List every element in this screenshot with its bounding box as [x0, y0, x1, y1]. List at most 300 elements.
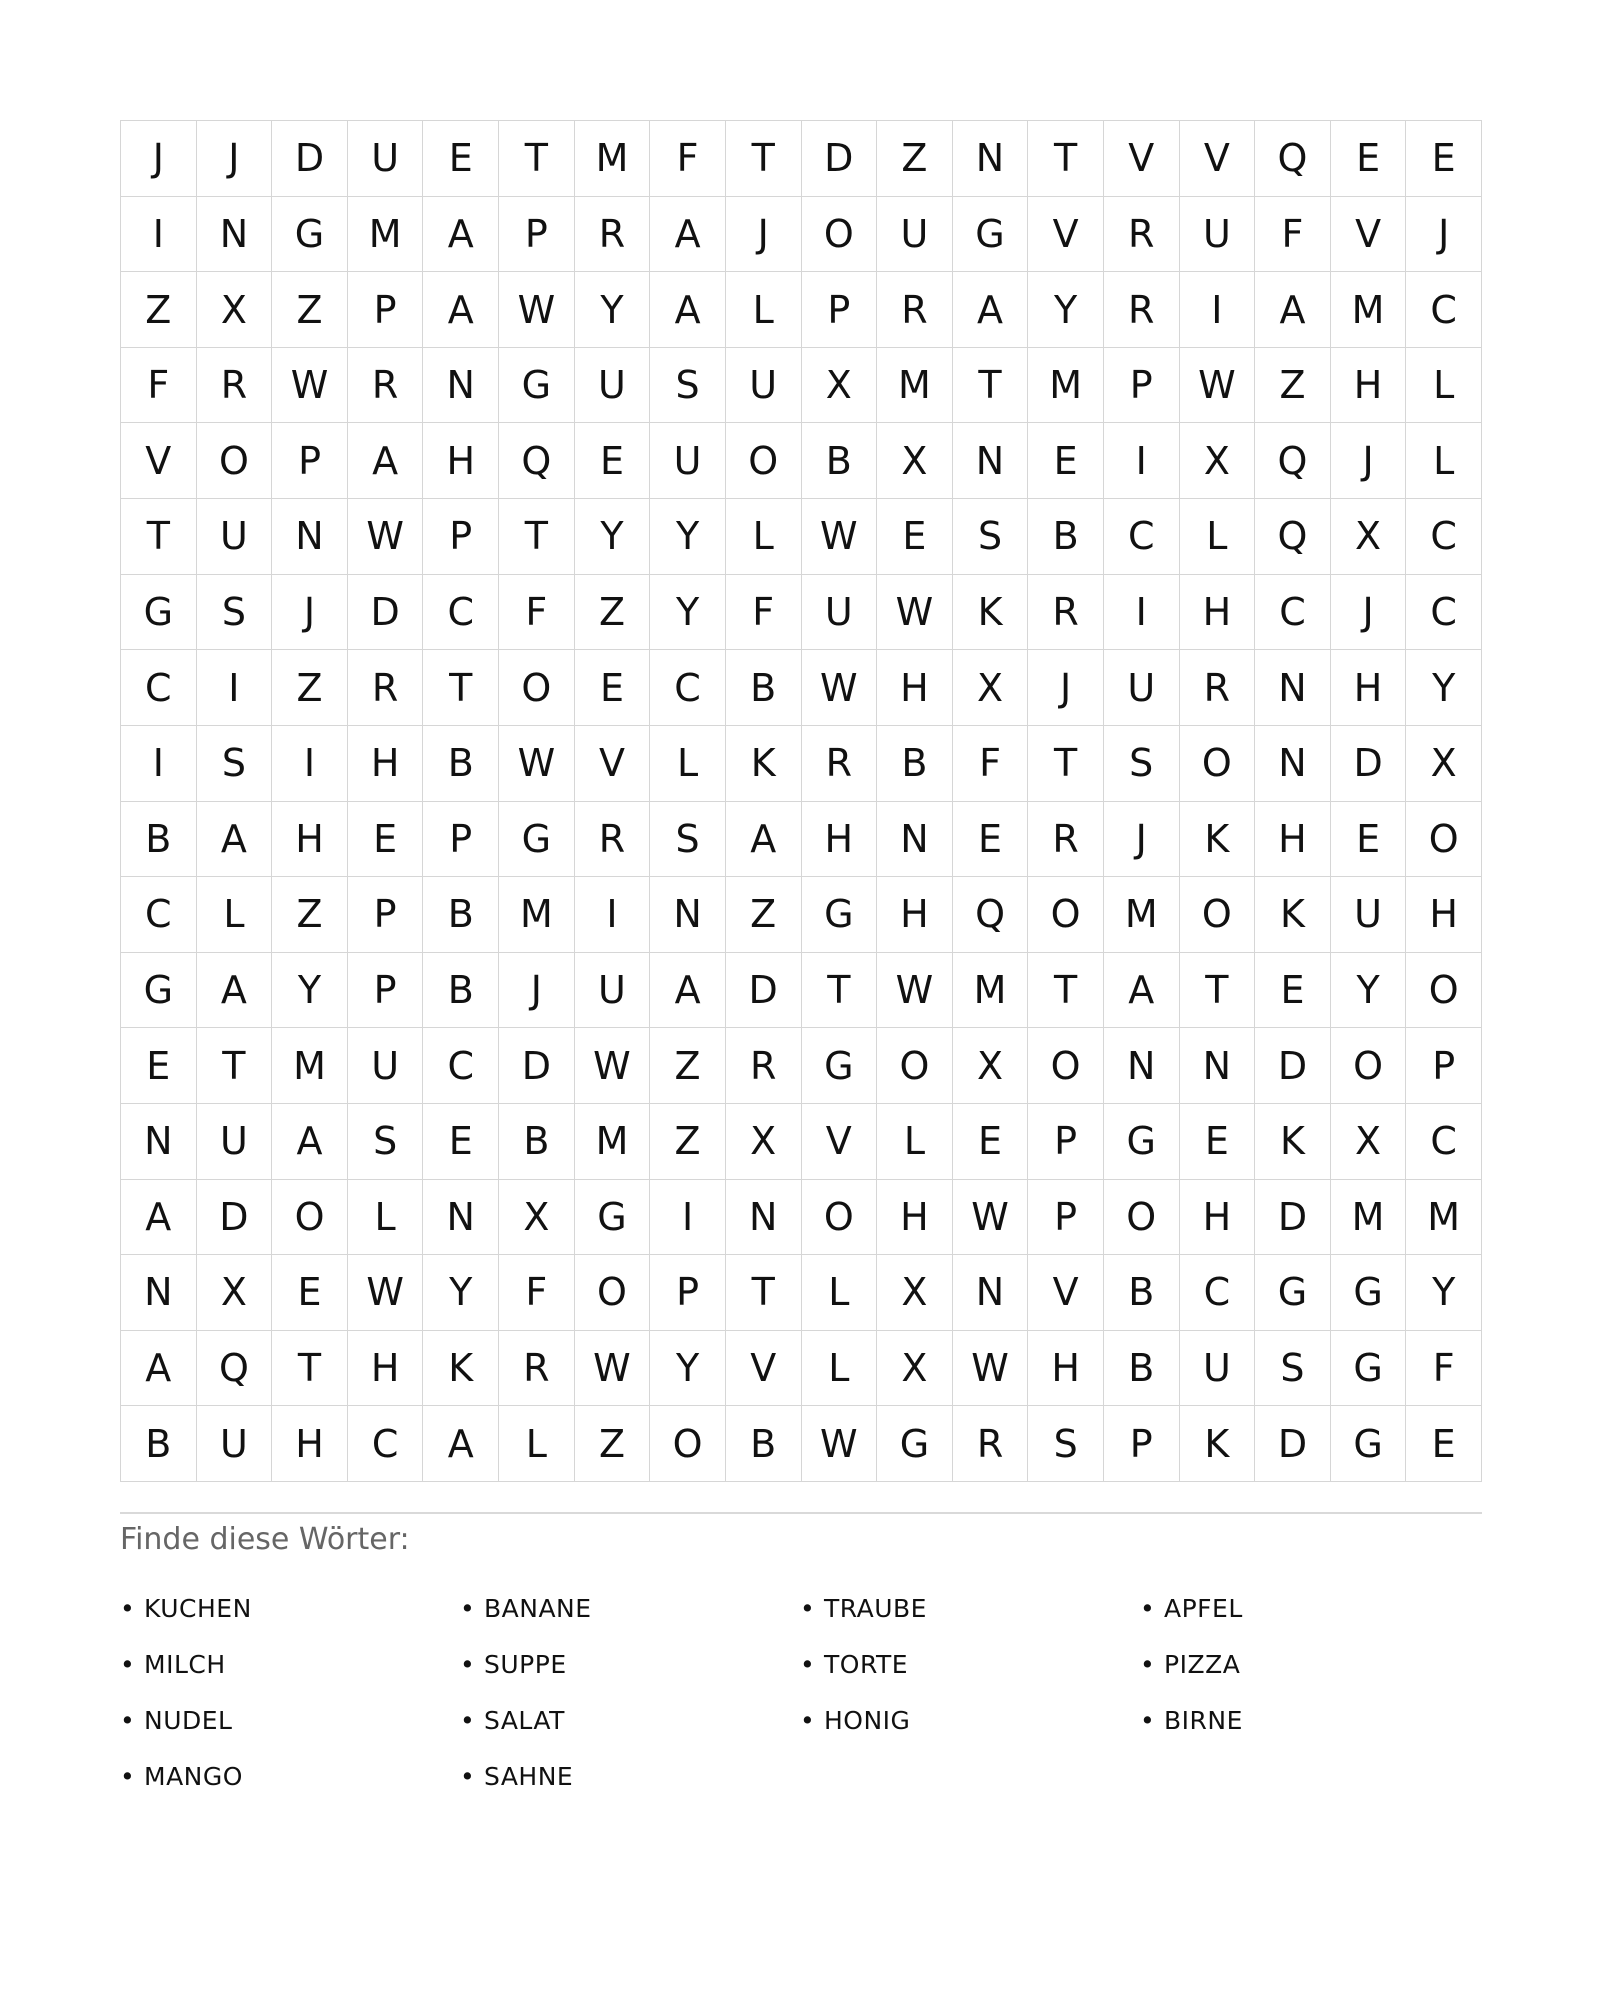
grid-cell[interactable]: L [348, 1180, 424, 1256]
grid-cell[interactable]: K [1255, 1104, 1331, 1180]
grid-cell[interactable]: R [348, 650, 424, 726]
grid-cell[interactable]: J [1331, 575, 1407, 651]
grid-cell[interactable]: Y [1331, 953, 1407, 1029]
grid-cell[interactable]: A [650, 197, 726, 273]
grid-cell[interactable]: O [802, 197, 878, 273]
grid-cell[interactable]: O [1180, 726, 1256, 802]
grid-cell[interactable]: T [121, 499, 197, 575]
grid-cell[interactable]: A [197, 802, 273, 878]
grid-cell[interactable]: V [1104, 121, 1180, 197]
grid-cell[interactable]: P [650, 1255, 726, 1331]
grid-cell[interactable]: I [1180, 272, 1256, 348]
grid-cell[interactable]: E [575, 423, 651, 499]
grid-cell[interactable]: Y [575, 272, 651, 348]
grid-cell[interactable]: T [726, 121, 802, 197]
grid-cell[interactable]: C [1406, 499, 1482, 575]
grid-cell[interactable]: H [1331, 348, 1407, 424]
grid-cell[interactable]: L [499, 1406, 575, 1482]
grid-cell[interactable]: L [1406, 348, 1482, 424]
grid-cell[interactable]: T [499, 121, 575, 197]
grid-cell[interactable]: S [650, 348, 726, 424]
grid-cell[interactable]: V [1331, 197, 1407, 273]
grid-cell[interactable]: A [650, 272, 726, 348]
grid-cell[interactable]: S [1255, 1331, 1331, 1407]
grid-cell[interactable]: F [499, 575, 575, 651]
grid-cell[interactable]: E [423, 121, 499, 197]
grid-cell[interactable]: D [1331, 726, 1407, 802]
grid-cell[interactable]: X [953, 650, 1029, 726]
grid-cell[interactable]: S [953, 499, 1029, 575]
grid-cell[interactable]: Y [1406, 650, 1482, 726]
grid-cell[interactable]: E [1331, 802, 1407, 878]
grid-cell[interactable]: P [499, 197, 575, 273]
grid-cell[interactable]: H [1180, 575, 1256, 651]
grid-cell[interactable]: B [1028, 499, 1104, 575]
grid-cell[interactable]: G [953, 197, 1029, 273]
grid-cell[interactable]: K [1180, 1406, 1256, 1482]
grid-cell[interactable]: R [1028, 575, 1104, 651]
grid-cell[interactable]: N [726, 1180, 802, 1256]
grid-cell[interactable]: Q [1255, 121, 1331, 197]
grid-cell[interactable]: U [348, 1028, 424, 1104]
grid-cell[interactable]: M [1104, 877, 1180, 953]
grid-cell[interactable]: U [802, 575, 878, 651]
grid-cell[interactable]: I [121, 197, 197, 273]
grid-cell[interactable]: M [499, 877, 575, 953]
grid-cell[interactable]: E [1406, 121, 1482, 197]
grid-cell[interactable]: M [1028, 348, 1104, 424]
grid-cell[interactable]: U [1180, 1331, 1256, 1407]
grid-cell[interactable]: V [802, 1104, 878, 1180]
grid-cell[interactable]: U [1104, 650, 1180, 726]
grid-cell[interactable]: Y [423, 1255, 499, 1331]
grid-cell[interactable]: O [575, 1255, 651, 1331]
grid-cell[interactable]: H [272, 1406, 348, 1482]
grid-cell[interactable]: N [1255, 650, 1331, 726]
grid-cell[interactable]: X [877, 1255, 953, 1331]
grid-cell[interactable]: R [726, 1028, 802, 1104]
grid-cell[interactable]: Z [121, 272, 197, 348]
grid-cell[interactable]: K [726, 726, 802, 802]
grid-cell[interactable]: H [348, 726, 424, 802]
grid-cell[interactable]: J [726, 197, 802, 273]
grid-cell[interactable]: C [121, 877, 197, 953]
grid-cell[interactable]: B [726, 1406, 802, 1482]
grid-cell[interactable]: X [499, 1180, 575, 1256]
grid-cell[interactable]: L [1406, 423, 1482, 499]
grid-cell[interactable]: A [197, 953, 273, 1029]
grid-cell[interactable]: R [197, 348, 273, 424]
grid-cell[interactable]: G [1331, 1331, 1407, 1407]
grid-cell[interactable]: A [121, 1180, 197, 1256]
grid-cell[interactable]: M [272, 1028, 348, 1104]
grid-cell[interactable]: L [877, 1104, 953, 1180]
grid-cell[interactable]: P [802, 272, 878, 348]
grid-cell[interactable]: B [1104, 1255, 1180, 1331]
grid-cell[interactable]: E [575, 650, 651, 726]
grid-cell[interactable]: O [1331, 1028, 1407, 1104]
grid-cell[interactable]: W [499, 726, 575, 802]
grid-cell[interactable]: G [1104, 1104, 1180, 1180]
grid-cell[interactable]: P [423, 499, 499, 575]
grid-cell[interactable]: I [1104, 575, 1180, 651]
grid-cell[interactable]: D [1255, 1180, 1331, 1256]
grid-cell[interactable]: D [499, 1028, 575, 1104]
grid-cell[interactable]: T [1180, 953, 1256, 1029]
grid-cell[interactable]: T [1028, 953, 1104, 1029]
grid-cell[interactable]: G [272, 197, 348, 273]
grid-cell[interactable]: G [121, 575, 197, 651]
grid-cell[interactable]: A [423, 1406, 499, 1482]
grid-cell[interactable]: F [726, 575, 802, 651]
grid-cell[interactable]: Q [197, 1331, 273, 1407]
grid-cell[interactable]: T [802, 953, 878, 1029]
grid-cell[interactable]: X [1331, 1104, 1407, 1180]
grid-cell[interactable]: K [953, 575, 1029, 651]
grid-cell[interactable]: T [423, 650, 499, 726]
grid-cell[interactable]: Z [726, 877, 802, 953]
grid-cell[interactable]: J [272, 575, 348, 651]
grid-cell[interactable]: I [197, 650, 273, 726]
grid-cell[interactable]: R [1180, 650, 1256, 726]
grid-cell[interactable]: C [1406, 1104, 1482, 1180]
grid-cell[interactable]: L [197, 877, 273, 953]
grid-cell[interactable]: Y [575, 499, 651, 575]
grid-cell[interactable]: R [802, 726, 878, 802]
grid-cell[interactable]: B [726, 650, 802, 726]
grid-cell[interactable]: W [802, 499, 878, 575]
grid-cell[interactable]: Z [575, 575, 651, 651]
grid-cell[interactable]: D [197, 1180, 273, 1256]
grid-cell[interactable]: H [877, 877, 953, 953]
grid-cell[interactable]: C [1406, 575, 1482, 651]
grid-cell[interactable]: P [1028, 1180, 1104, 1256]
grid-cell[interactable]: G [1331, 1255, 1407, 1331]
grid-cell[interactable]: M [1331, 1180, 1407, 1256]
grid-cell[interactable]: M [877, 348, 953, 424]
grid-cell[interactable]: A [348, 423, 424, 499]
grid-cell[interactable]: Y [1028, 272, 1104, 348]
grid-cell[interactable]: S [197, 575, 273, 651]
grid-cell[interactable]: A [953, 272, 1029, 348]
grid-cell[interactable]: Q [953, 877, 1029, 953]
grid-cell[interactable]: B [121, 802, 197, 878]
grid-cell[interactable]: P [348, 953, 424, 1029]
grid-cell[interactable]: M [1331, 272, 1407, 348]
grid-cell[interactable]: K [423, 1331, 499, 1407]
grid-cell[interactable]: W [877, 575, 953, 651]
grid-cell[interactable]: R [1104, 197, 1180, 273]
grid-cell[interactable]: X [197, 1255, 273, 1331]
grid-cell[interactable]: B [802, 423, 878, 499]
grid-cell[interactable]: C [650, 650, 726, 726]
grid-cell[interactable]: U [1180, 197, 1256, 273]
grid-cell[interactable]: X [1406, 726, 1482, 802]
grid-cell[interactable]: B [121, 1406, 197, 1482]
grid-cell[interactable]: N [121, 1255, 197, 1331]
grid-cell[interactable]: N [953, 121, 1029, 197]
grid-cell[interactable]: G [1255, 1255, 1331, 1331]
grid-cell[interactable]: O [1104, 1180, 1180, 1256]
grid-cell[interactable]: O [499, 650, 575, 726]
grid-cell[interactable]: S [348, 1104, 424, 1180]
grid-cell[interactable]: I [272, 726, 348, 802]
grid-cell[interactable]: H [802, 802, 878, 878]
grid-cell[interactable]: V [575, 726, 651, 802]
grid-cell[interactable]: U [726, 348, 802, 424]
grid-cell[interactable]: G [802, 877, 878, 953]
grid-cell[interactable]: Z [1255, 348, 1331, 424]
grid-cell[interactable]: U [650, 423, 726, 499]
grid-cell[interactable]: E [1406, 1406, 1482, 1482]
grid-cell[interactable]: Z [272, 272, 348, 348]
grid-cell[interactable]: S [197, 726, 273, 802]
grid-cell[interactable]: H [1180, 1180, 1256, 1256]
grid-cell[interactable]: T [953, 348, 1029, 424]
grid-cell[interactable]: X [953, 1028, 1029, 1104]
grid-cell[interactable]: A [650, 953, 726, 1029]
grid-cell[interactable]: H [1028, 1331, 1104, 1407]
grid-cell[interactable]: L [726, 272, 802, 348]
grid-cell[interactable]: S [1104, 726, 1180, 802]
grid-cell[interactable]: J [499, 953, 575, 1029]
grid-cell[interactable]: W [953, 1331, 1029, 1407]
grid-cell[interactable]: E [272, 1255, 348, 1331]
grid-cell[interactable]: R [1104, 272, 1180, 348]
grid-cell[interactable]: Z [272, 650, 348, 726]
grid-cell[interactable]: C [1180, 1255, 1256, 1331]
grid-cell[interactable]: E [1028, 423, 1104, 499]
grid-cell[interactable]: Z [650, 1028, 726, 1104]
grid-cell[interactable]: T [197, 1028, 273, 1104]
grid-cell[interactable]: G [802, 1028, 878, 1104]
grid-cell[interactable]: V [1180, 121, 1256, 197]
grid-cell[interactable]: P [1028, 1104, 1104, 1180]
grid-cell[interactable]: X [877, 423, 953, 499]
grid-cell[interactable]: H [1331, 650, 1407, 726]
grid-cell[interactable]: U [197, 499, 273, 575]
grid-cell[interactable]: N [272, 499, 348, 575]
grid-cell[interactable]: E [877, 499, 953, 575]
grid-cell[interactable]: A [272, 1104, 348, 1180]
grid-cell[interactable]: T [1028, 121, 1104, 197]
grid-cell[interactable]: A [726, 802, 802, 878]
grid-cell[interactable]: E [348, 802, 424, 878]
grid-cell[interactable]: O [650, 1406, 726, 1482]
grid-cell[interactable]: Q [499, 423, 575, 499]
grid-cell[interactable]: B [1104, 1331, 1180, 1407]
grid-cell[interactable]: I [1104, 423, 1180, 499]
grid-cell[interactable]: D [726, 953, 802, 1029]
grid-cell[interactable]: W [802, 1406, 878, 1482]
grid-cell[interactable]: T [1028, 726, 1104, 802]
grid-cell[interactable]: B [423, 953, 499, 1029]
grid-cell[interactable]: A [423, 272, 499, 348]
grid-cell[interactable]: G [499, 348, 575, 424]
grid-cell[interactable]: F [650, 121, 726, 197]
grid-cell[interactable]: W [499, 272, 575, 348]
grid-cell[interactable]: X [1331, 499, 1407, 575]
grid-cell[interactable]: P [1406, 1028, 1482, 1104]
grid-cell[interactable]: K [1255, 877, 1331, 953]
grid-cell[interactable]: A [121, 1331, 197, 1407]
grid-cell[interactable]: L [1180, 499, 1256, 575]
grid-cell[interactable]: V [726, 1331, 802, 1407]
grid-cell[interactable]: U [575, 953, 651, 1029]
grid-cell[interactable]: C [423, 1028, 499, 1104]
grid-cell[interactable]: F [953, 726, 1029, 802]
grid-cell[interactable]: U [877, 197, 953, 273]
grid-cell[interactable]: R [575, 802, 651, 878]
grid-cell[interactable]: X [877, 1331, 953, 1407]
grid-cell[interactable]: H [272, 802, 348, 878]
grid-cell[interactable]: W [877, 953, 953, 1029]
grid-cell[interactable]: O [197, 423, 273, 499]
grid-cell[interactable]: Z [272, 877, 348, 953]
grid-cell[interactable]: P [1104, 348, 1180, 424]
grid-cell[interactable]: Q [1255, 423, 1331, 499]
grid-cell[interactable]: N [877, 802, 953, 878]
grid-cell[interactable]: B [423, 877, 499, 953]
grid-cell[interactable]: N [1180, 1028, 1256, 1104]
grid-cell[interactable]: Z [877, 121, 953, 197]
grid-cell[interactable]: W [953, 1180, 1029, 1256]
grid-cell[interactable]: N [423, 1180, 499, 1256]
grid-cell[interactable]: C [121, 650, 197, 726]
grid-cell[interactable]: H [1406, 877, 1482, 953]
grid-cell[interactable]: C [423, 575, 499, 651]
grid-cell[interactable]: J [197, 121, 273, 197]
grid-cell[interactable]: H [877, 1180, 953, 1256]
grid-cell[interactable]: O [1028, 1028, 1104, 1104]
grid-cell[interactable]: M [348, 197, 424, 273]
grid-cell[interactable]: X [197, 272, 273, 348]
grid-cell[interactable]: P [348, 272, 424, 348]
grid-cell[interactable]: P [272, 423, 348, 499]
grid-cell[interactable]: Y [650, 575, 726, 651]
grid-cell[interactable]: F [1406, 1331, 1482, 1407]
grid-cell[interactable]: Y [650, 499, 726, 575]
grid-cell[interactable]: V [1028, 197, 1104, 273]
grid-cell[interactable]: Y [272, 953, 348, 1029]
grid-cell[interactable]: W [575, 1028, 651, 1104]
grid-cell[interactable]: C [1255, 575, 1331, 651]
grid-cell[interactable]: N [1255, 726, 1331, 802]
grid-cell[interactable]: G [499, 802, 575, 878]
grid-cell[interactable]: L [802, 1255, 878, 1331]
grid-cell[interactable]: O [802, 1180, 878, 1256]
grid-cell[interactable]: O [1406, 802, 1482, 878]
grid-cell[interactable]: R [953, 1406, 1029, 1482]
grid-cell[interactable]: R [348, 348, 424, 424]
grid-cell[interactable]: N [121, 1104, 197, 1180]
grid-cell[interactable]: G [1331, 1406, 1407, 1482]
grid-cell[interactable]: K [1180, 802, 1256, 878]
grid-cell[interactable]: T [499, 499, 575, 575]
grid-cell[interactable]: O [1028, 877, 1104, 953]
grid-cell[interactable]: C [1104, 499, 1180, 575]
grid-cell[interactable]: C [348, 1406, 424, 1482]
grid-cell[interactable]: R [499, 1331, 575, 1407]
grid-cell[interactable]: G [575, 1180, 651, 1256]
grid-cell[interactable]: O [877, 1028, 953, 1104]
grid-cell[interactable]: D [802, 121, 878, 197]
grid-cell[interactable]: F [1255, 197, 1331, 273]
grid-cell[interactable]: M [575, 121, 651, 197]
grid-cell[interactable]: B [877, 726, 953, 802]
grid-cell[interactable]: N [197, 197, 273, 273]
grid-cell[interactable]: T [272, 1331, 348, 1407]
grid-cell[interactable]: J [1028, 650, 1104, 726]
grid-cell[interactable]: D [272, 121, 348, 197]
grid-cell[interactable]: W [1180, 348, 1256, 424]
grid-cell[interactable]: F [499, 1255, 575, 1331]
grid-cell[interactable]: A [1104, 953, 1180, 1029]
grid-cell[interactable]: M [953, 953, 1029, 1029]
grid-cell[interactable]: W [272, 348, 348, 424]
grid-cell[interactable]: R [1028, 802, 1104, 878]
grid-cell[interactable]: E [953, 1104, 1029, 1180]
grid-cell[interactable]: N [1104, 1028, 1180, 1104]
grid-cell[interactable]: B [423, 726, 499, 802]
grid-cell[interactable]: U [1331, 877, 1407, 953]
grid-cell[interactable]: U [575, 348, 651, 424]
grid-cell[interactable]: W [348, 499, 424, 575]
grid-cell[interactable]: T [726, 1255, 802, 1331]
grid-cell[interactable]: A [1255, 272, 1331, 348]
grid-cell[interactable]: W [348, 1255, 424, 1331]
grid-cell[interactable]: M [575, 1104, 651, 1180]
grid-cell[interactable]: V [121, 423, 197, 499]
grid-cell[interactable]: E [423, 1104, 499, 1180]
grid-cell[interactable]: L [650, 726, 726, 802]
grid-cell[interactable]: I [650, 1180, 726, 1256]
grid-cell[interactable]: P [423, 802, 499, 878]
grid-cell[interactable]: E [121, 1028, 197, 1104]
grid-cell[interactable]: J [121, 121, 197, 197]
grid-cell[interactable]: H [1255, 802, 1331, 878]
grid-cell[interactable]: C [1406, 272, 1482, 348]
grid-cell[interactable]: Q [1255, 499, 1331, 575]
grid-cell[interactable]: O [1406, 953, 1482, 1029]
grid-cell[interactable]: R [877, 272, 953, 348]
grid-cell[interactable]: B [499, 1104, 575, 1180]
grid-cell[interactable]: D [1255, 1028, 1331, 1104]
grid-cell[interactable]: O [272, 1180, 348, 1256]
grid-cell[interactable]: I [121, 726, 197, 802]
grid-cell[interactable]: F [121, 348, 197, 424]
grid-cell[interactable]: Z [575, 1406, 651, 1482]
grid-cell[interactable]: G [121, 953, 197, 1029]
grid-cell[interactable]: A [423, 197, 499, 273]
grid-cell[interactable]: U [197, 1104, 273, 1180]
grid-cell[interactable]: N [953, 423, 1029, 499]
grid-cell[interactable]: U [197, 1406, 273, 1482]
grid-cell[interactable]: Z [650, 1104, 726, 1180]
grid-cell[interactable]: S [650, 802, 726, 878]
grid-cell[interactable]: X [1180, 423, 1256, 499]
grid-cell[interactable]: R [575, 197, 651, 273]
grid-cell[interactable]: J [1331, 423, 1407, 499]
grid-cell[interactable]: E [1255, 953, 1331, 1029]
grid-cell[interactable]: W [575, 1331, 651, 1407]
grid-cell[interactable]: L [802, 1331, 878, 1407]
grid-cell[interactable]: D [348, 575, 424, 651]
grid-cell[interactable]: S [1028, 1406, 1104, 1482]
grid-cell[interactable]: Y [1406, 1255, 1482, 1331]
grid-cell[interactable]: H [348, 1331, 424, 1407]
grid-cell[interactable]: G [877, 1406, 953, 1482]
